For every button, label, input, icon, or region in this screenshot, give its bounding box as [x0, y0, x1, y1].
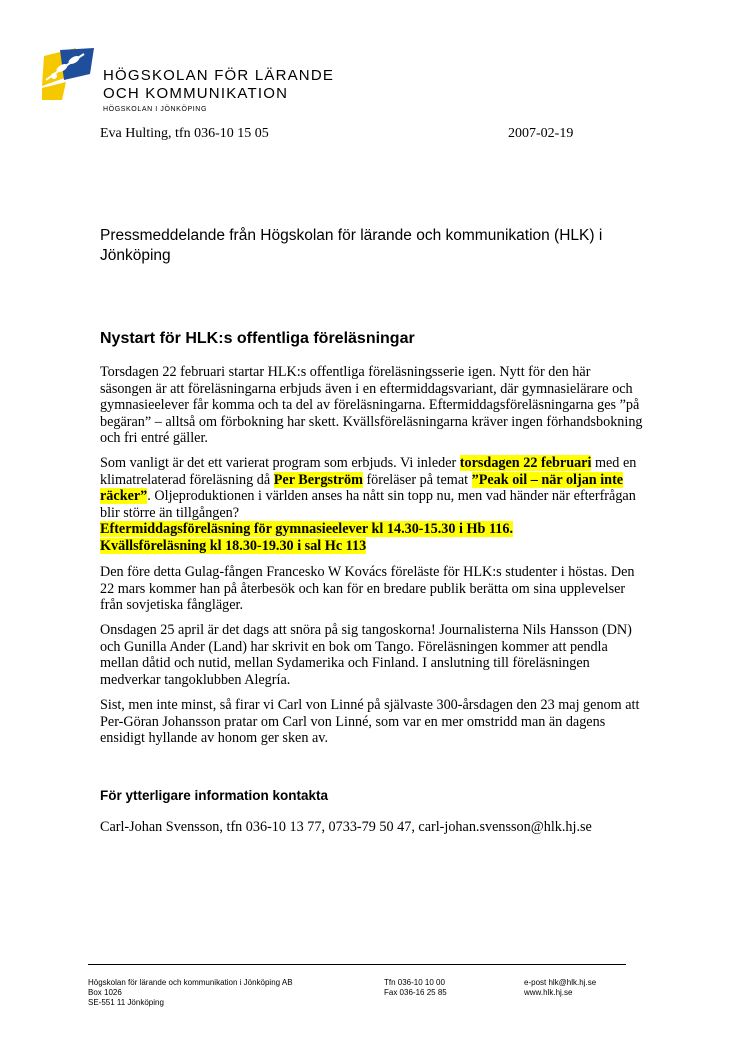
paragraph-intro: Torsdagen 22 februari startar HLK:s offentliga föreläsningsserie igen. Nytt för den här säsongen är att föreläsningarna erbjuds även i en eftermiddagsvariant, där gymnasielärare och gymnasieelever får komma och ta del av föreläsningarna. Eftermiddagsföreläsningarna ges ”på begäran” – alltså om förbokning har skett. Kvällsföreläsningarna kräver ingen förhandsbokning och fri entré gäller. — [100, 364, 643, 447]
program-text-b: med en klimatrelaterad föreläsning då — [100, 455, 637, 488]
paragraph-tango: Onsdagen 25 april är det dags att snöra på sig tangoskorna! Journalisterna Nils Hansson (DN) och Gunilla Ander (Land) har skrivit en bok om Tango. Föreläsningen kommer att pendla mellan dåtid och nutid, mellan Sydamerika och Finland. I anslutning till föreläsningen medverkar tangoklubben Alegría. — [100, 622, 632, 688]
footer-fax: Fax 036-16 25 85 — [384, 988, 447, 997]
afternoon-session: Eftermiddagsföreläsning för gymnasieelever kl 14.30-15.30 i Hb 116. — [100, 521, 514, 538]
more-info-heading: För ytterligare information kontakta — [100, 788, 329, 803]
press-release-title: Pressmeddelande från Högskolan för lärande och kommunikation (HLK) i Jönköping — [100, 227, 603, 264]
hlk-logo — [40, 46, 96, 102]
org-name-line1: HÖGSKOLAN FÖR LÄRANDE — [103, 67, 335, 84]
paragraph-linne: Sist, men inte minst, så firar vi Carl von Linné på självaste 300-årsdagen den 23 maj genom att Per-Göran Johansson pratar om Carl von Linné, som var en mer omstridd man än dagens ensidigt hyllande av honom ger sken av. — [100, 697, 640, 747]
footer-company: Högskolan för lärande och kommunikation i Jönköping AB — [88, 978, 293, 987]
footer-email[interactable]: e-post hlk@hlk.hj.se — [524, 978, 597, 987]
program-text-a: Som vanligt är det ett varierat program som erbjuds. Vi inleder — [100, 455, 460, 471]
more-info-contact: Carl-Johan Svensson, tfn 036-10 13 77, 0733-79 50 47, carl-johan.svensson@hlk.hj.se — [100, 819, 592, 835]
footer-box: Box 1026 — [88, 988, 122, 997]
footer-tel: Tfn 036-10 10 00 — [384, 978, 445, 987]
footer-divider — [88, 964, 626, 965]
evening-session: Kvällsföreläsning kl 18.30-19.30 i sal Hc 113 — [100, 537, 367, 554]
org-subname: HÖGSKOLAN I JÖNKÖPING — [103, 106, 208, 113]
footer-address — [88, 978, 293, 1008]
program-text-c: föreläser på temat — [362, 471, 472, 488]
paragraph-gulag: Den före detta Gulag-fången Francesko W Kovács föreläste för HLK:s studenter i höstas. Den 22 mars kommer han på återbesök och kan för en bredare publik berätta om sina upplevelser från sovjetiska fångläger. — [100, 564, 635, 614]
headline: Nystart för HLK:s offentliga föreläsningar — [100, 330, 415, 347]
paragraph-program — [100, 455, 645, 555]
footer-web — [524, 978, 596, 998]
org-name-line2: OCH KOMMUNIKATION — [103, 85, 289, 102]
footer-city: SE-551 11 Jönköping — [88, 998, 164, 1007]
sender-contact: Eva Hulting, tfn 036-10 15 05 — [100, 126, 269, 141]
program-date: torsdagen 22 februari — [459, 455, 592, 471]
program-text-d: . Oljeproduktionen i världen anses ha nått sin topp nu, men vad händer när efterfrågan blir större än tillgången? — [100, 488, 636, 521]
lecture-topic: ”Peak oil – när oljan inte räcker” — [100, 471, 624, 505]
document-date: 2007-02-19 — [508, 126, 574, 141]
footer-phone — [384, 978, 447, 998]
speaker-name: Per Bergström — [273, 471, 363, 488]
footer-website[interactable]: www.hlk.hj.se — [524, 988, 573, 997]
logo-emblem-icon — [40, 46, 96, 102]
